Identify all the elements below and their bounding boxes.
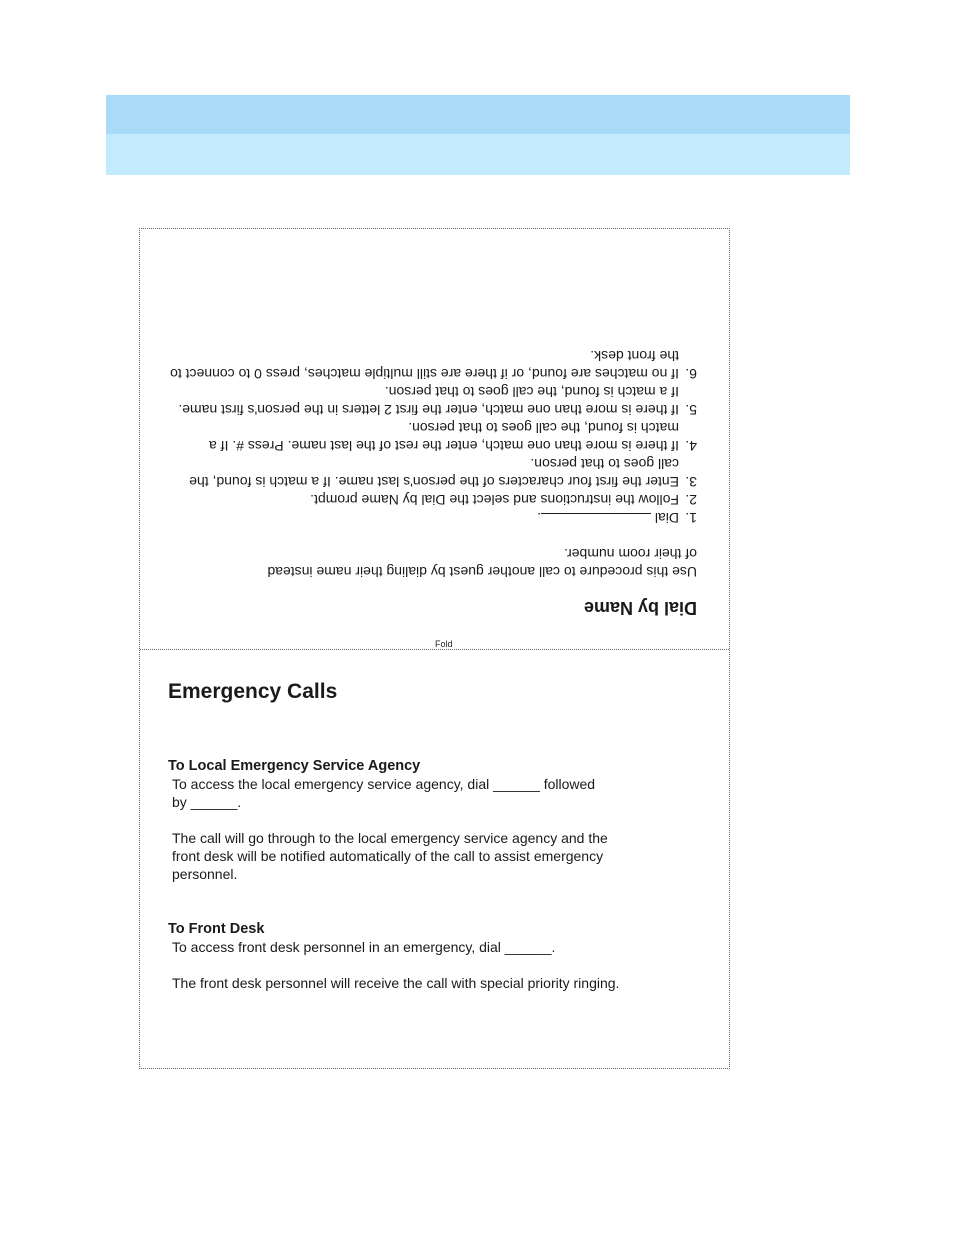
emergency-calls-title: Emergency Calls [168,680,338,703]
instruction-card [139,228,730,1069]
dial-by-name-intro: Use this procedure to call another guest by dialing their name instead of their room number. [267,546,697,580]
front-desk-para1: To access front desk personnel in an emergency, dial ______. [172,939,556,955]
local-agency-heading: To Local Emergency Service Agency [168,758,421,774]
local-agency-para2-line2: front desk will be notified automatically of the call to assist emergency [172,848,604,864]
front-desk-heading: To Front Desk [168,921,265,937]
local-agency-para1-line2: by ______. [172,794,242,810]
dial-by-name-title: Dial by Name [583,598,697,618]
step-4: 4. If there is more than one match, enter the rest of the last name. Press #. If a match is found, the call goes to that person. [208,420,697,454]
front-desk-section [168,920,672,992]
local-agency-section [168,757,672,883]
fold-label: Fold [435,639,453,649]
header-band-light [106,134,850,175]
step-5: 5. If there is more than one match, enter the first 2 letters in the person's first name. If a match is found, the call goes to that person. [178,384,697,418]
step-6: 6. If no matches are found, or if there are still multiple matches, press 0 to connect to the front desk. [170,348,697,382]
front-desk-para2: The front desk personnel will receive the call with special priority ringing. [172,975,620,991]
dial-by-name-steps [167,347,697,527]
step-2: 2. Follow the instructions and select the Dial by Name prompt. [310,492,697,508]
local-agency-para1-line1: To access the local emergency service agency, dial ______ followed [172,776,596,792]
step-1: 1. Dial . [537,510,697,526]
header-band-dark [106,95,850,134]
step-3: 3. Enter the first four characters of the person's last name. If a match is found, the call goes to that person. [189,456,697,490]
local-agency-para2-line3: personnel. [172,866,238,882]
emergency-calls-panel [140,650,729,1068]
dial-by-name-panel [140,229,729,648]
local-agency-para2-line1: The call will go through to the local emergency service agency and the [172,830,608,846]
blank-line [541,513,651,526]
